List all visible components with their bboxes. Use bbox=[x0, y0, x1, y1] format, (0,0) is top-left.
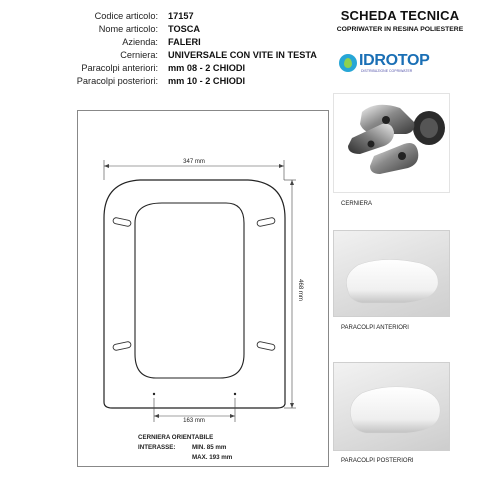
bumper-slot bbox=[257, 217, 276, 227]
hinge-note-title: CERNIERA ORIENTABILE bbox=[138, 434, 214, 441]
hinge-hole bbox=[234, 393, 236, 395]
hinge-hole bbox=[153, 393, 155, 395]
logo-wordmark: IDROTOP bbox=[359, 52, 430, 69]
rear-bumper-photo bbox=[333, 362, 450, 451]
seat-outer-outline bbox=[104, 180, 285, 408]
hinge-caption: CERNIERA bbox=[341, 201, 373, 207]
logo-tagline: DISTRIBUZIONE COPRIWATER bbox=[361, 69, 413, 73]
rear-bumper-image bbox=[334, 363, 449, 450]
rear-bumper-caption: PARACOLPI POSTERIORI bbox=[341, 458, 414, 464]
page-title: SCHEDA TECNICA bbox=[340, 8, 460, 23]
bumper-slot bbox=[113, 341, 132, 351]
page-subtitle: COPRIWATER IN RESINA POLIESTERE bbox=[336, 26, 464, 33]
spec-value: TOSCA bbox=[168, 24, 200, 34]
bumper-slot bbox=[257, 341, 276, 351]
hinge-dimension-label: 163 mm bbox=[183, 418, 205, 424]
spec-label: Azienda: bbox=[122, 37, 158, 47]
hinge-image bbox=[334, 94, 449, 192]
interasse-label: INTERASSE: bbox=[138, 444, 176, 451]
spec-label: Paracolpi anteriori: bbox=[81, 63, 158, 73]
bumper-slots bbox=[113, 217, 276, 351]
front-bumper-caption: PARACOLPI ANTERIORI bbox=[341, 325, 409, 331]
spec-value: UNIVERSALE CON VITE IN TESTA bbox=[168, 50, 317, 60]
spec-label: Nome articolo: bbox=[98, 24, 158, 34]
interasse-max: MAX. 193 mm bbox=[192, 454, 233, 461]
width-dimension-label: 347 mm bbox=[183, 159, 205, 165]
height-dimension bbox=[284, 180, 296, 408]
spec-value: FALERI bbox=[168, 37, 201, 47]
spec-value: 17157 bbox=[168, 11, 194, 21]
spec-label: Paracolpi posteriori: bbox=[76, 76, 158, 86]
bumper-slot bbox=[113, 217, 132, 227]
interasse-min: MIN. 85 mm bbox=[192, 444, 227, 451]
front-bumper-photo bbox=[333, 230, 450, 317]
spec-value: mm 08 - 2 CHIODI bbox=[168, 63, 246, 73]
front-bumper-image bbox=[334, 231, 449, 316]
spec-value: mm 10 - 2 CHIODI bbox=[168, 76, 246, 86]
height-dimension-label: 468 mm bbox=[297, 279, 303, 301]
spec-label: Cerniera: bbox=[120, 50, 158, 60]
seat-inner-opening bbox=[135, 203, 244, 378]
spec-label: Codice articolo: bbox=[94, 11, 158, 21]
hinge-photo bbox=[333, 93, 450, 193]
